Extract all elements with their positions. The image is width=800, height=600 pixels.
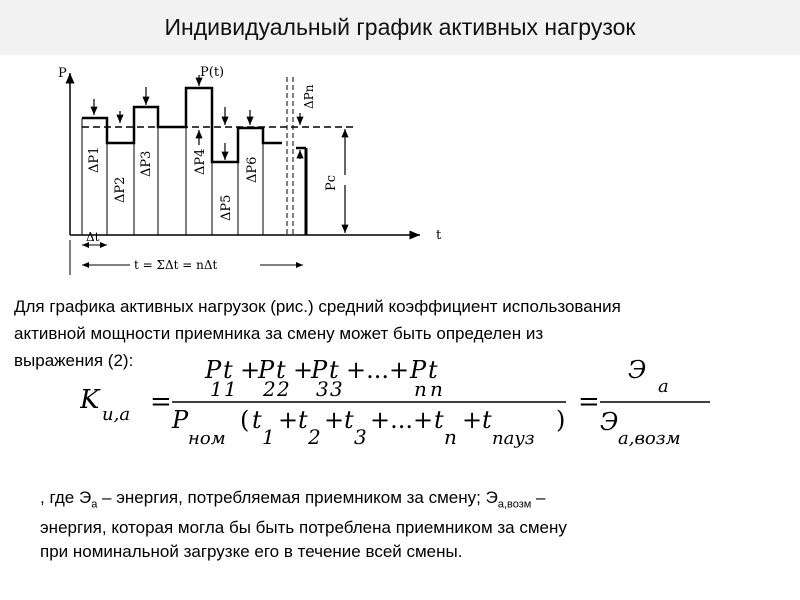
curve-label: P(t) (200, 65, 225, 80)
svg-text:P: P (258, 356, 275, 384)
svg-text:+: + (293, 356, 314, 384)
formula-eq-2: = (578, 387, 600, 417)
slide-title: Индивидуальный график активных нагрузок (164, 14, 636, 40)
svg-text:t: t (434, 406, 444, 434)
load-step-curve (82, 88, 282, 162)
svg-text:2: 2 (263, 377, 276, 401)
svg-text:n: n (444, 425, 457, 449)
delta-p6-label: ΔP6 (245, 156, 260, 183)
note-line-2: энергия, которая могла бы быть потреблена приемником за смену (40, 518, 567, 538)
delta-p4-label: ΔP4 (193, 148, 208, 175)
svg-text:P: P (205, 356, 222, 384)
utilization-formula (80, 350, 720, 450)
formula-rhs-den-sub: a,возм (618, 428, 681, 449)
svg-text:P: P (172, 406, 189, 434)
formula-k-sub: u,a (102, 404, 131, 425)
svg-text:ном: ном (188, 428, 226, 449)
svg-text:+: + (240, 356, 261, 384)
dt-label: Δt (86, 230, 100, 244)
svg-text:1: 1 (224, 377, 237, 401)
svg-text:): ) (556, 406, 566, 434)
y-axis-label: P (58, 66, 67, 81)
note-line-1: , где $Э_а$ – энергия, потребляемая приемником за смену; $Э_{а,возм}$ – (40, 488, 546, 511)
formula-numerator (204, 356, 443, 401)
delta-p5-label: ΔP5 (219, 194, 234, 221)
svg-text:t: t (252, 406, 262, 434)
svg-text:t: t (223, 356, 233, 384)
svg-text:3: 3 (354, 425, 367, 449)
svg-text:P: P (311, 356, 328, 384)
svg-text:t: t (428, 356, 438, 384)
svg-text:+: + (324, 406, 345, 434)
svg-text:2: 2 (277, 377, 290, 401)
formula-svg (80, 350, 720, 450)
delta-p3-label: ΔP3 (139, 150, 154, 177)
svg-text:+: + (278, 406, 299, 434)
svg-text:n: n (414, 377, 427, 401)
formula-denominator (171, 406, 565, 449)
svg-text:t: t (482, 406, 492, 434)
formula-eq-1: = (150, 387, 172, 417)
formula-rhs-den: Э (600, 408, 619, 436)
svg-text:1: 1 (210, 377, 223, 401)
svg-text:+...+: +...+ (346, 356, 410, 384)
svg-text:пауз: пауз (492, 428, 535, 449)
svg-text:t: t (344, 406, 354, 434)
formula-k: K (80, 385, 100, 415)
svg-text:2: 2 (308, 425, 321, 449)
svg-text:3: 3 (330, 377, 343, 401)
svg-text:t: t (329, 356, 339, 384)
svg-text:P: P (410, 356, 427, 384)
delta-pn-label: ΔPn (302, 84, 316, 109)
svg-text:+...+: +...+ (370, 406, 434, 434)
formula-rhs-num-sub: a (658, 376, 669, 397)
formula-rhs-num: Э (628, 356, 647, 384)
delta-p2-label: ΔP2 (113, 176, 128, 203)
paragraph-line-1: Для графика активных нагрузок (рис.) средний коэффициент использования (14, 297, 621, 316)
load-graph-svg (0, 55, 455, 293)
svg-text:t: t (298, 406, 308, 434)
energy-note (40, 486, 740, 564)
svg-text:t: t (276, 356, 286, 384)
svg-text:1: 1 (262, 425, 275, 449)
pc-label: Pc (324, 174, 339, 191)
load-graph-figure (0, 55, 455, 293)
paragraph-line-3: выражения (2): (14, 351, 134, 370)
svg-text:n: n (430, 377, 443, 401)
t-sum-label: t = ΣΔt = nΔt (134, 258, 218, 272)
svg-text:+: + (462, 406, 483, 434)
svg-text:(: ( (240, 406, 250, 434)
note-line-3: при номинальной загрузке его в течение всей смены. (40, 542, 463, 562)
delta-p1-label: ΔP1 (87, 146, 102, 173)
paragraph-line-2: активной мощности приемника за смену может быть определен из (14, 324, 544, 343)
x-axis-label: t (436, 228, 442, 243)
svg-text:3: 3 (316, 377, 329, 401)
